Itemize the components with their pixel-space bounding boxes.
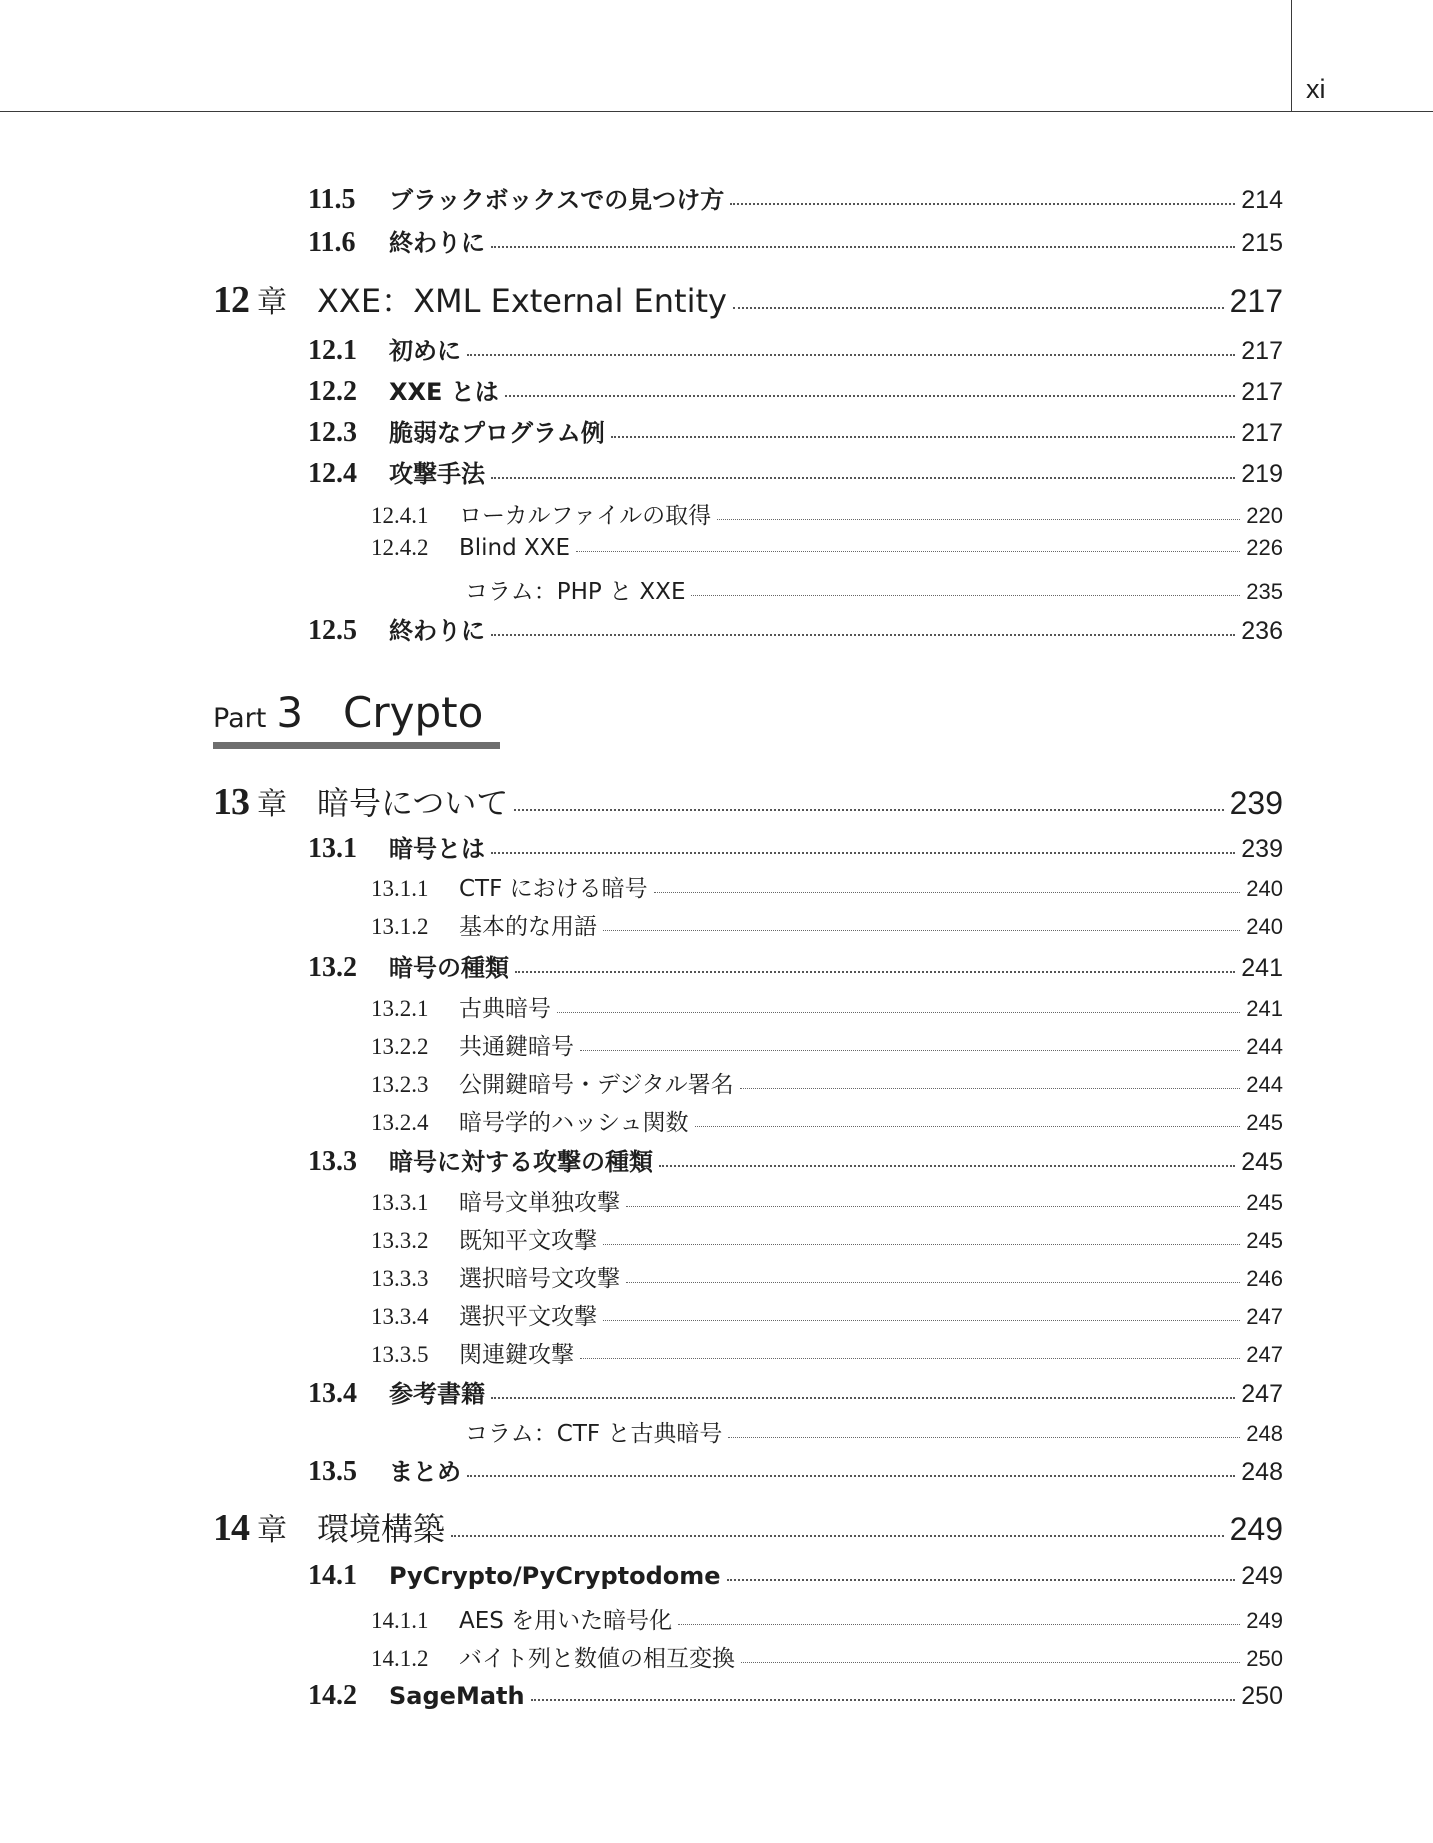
- subsection-title: 共通鍵暗号: [459, 1034, 574, 1060]
- section-title: 暗号とは: [389, 835, 485, 863]
- dot-leader: [717, 519, 1240, 520]
- toc-section[interactable]: [308, 413, 1283, 449]
- section-number: 13.1: [308, 833, 357, 864]
- page-ref: 250: [1246, 1646, 1283, 1671]
- part-number: 3: [276, 688, 304, 737]
- toc-subsection[interactable]: [371, 1066, 1283, 1099]
- subsection-number: 13.1.2: [371, 914, 429, 939]
- toc-subsection[interactable]: [371, 870, 1283, 903]
- dot-leader: [603, 1320, 1240, 1321]
- page-ref: 226: [1246, 535, 1283, 560]
- subsection-title: 既知平文攻撃: [459, 1228, 597, 1254]
- dot-leader: [741, 1662, 1240, 1663]
- page-ref: 250: [1241, 1682, 1283, 1710]
- page-ref: 214: [1241, 186, 1283, 214]
- section-number: 11.5: [308, 184, 356, 215]
- subsection-number: 14.1.2: [371, 1646, 429, 1671]
- toc-section[interactable]: [308, 1452, 1283, 1488]
- subsection-title: AES を用いた暗号化: [459, 1608, 673, 1634]
- page-ref: 245: [1241, 1148, 1283, 1176]
- page-ref: 241: [1241, 954, 1283, 982]
- subsection-title: 基本的な用語: [459, 914, 597, 940]
- section-number: 13.5: [308, 1456, 357, 1487]
- page-ref: 217: [1241, 419, 1283, 447]
- toc-subsection[interactable]: [371, 535, 1283, 561]
- section-number: 14.2: [308, 1680, 357, 1711]
- dot-leader: [603, 1244, 1240, 1245]
- page-ref: 240: [1246, 914, 1283, 939]
- subsection-title: 古典暗号: [459, 996, 551, 1022]
- page-ref: 247: [1241, 1380, 1283, 1408]
- dot-leader: [626, 1282, 1240, 1283]
- subsection-number: 14.1.1: [371, 1608, 429, 1633]
- chapter-title: 環境構築: [317, 1510, 446, 1548]
- dot-leader: [491, 477, 1235, 479]
- toc-subsection[interactable]: [371, 497, 1283, 530]
- dot-leader: [730, 203, 1235, 205]
- dot-leader: [691, 595, 1240, 596]
- page-ref: 245: [1246, 1190, 1283, 1215]
- dot-leader: [491, 1397, 1235, 1399]
- page-ref: 239: [1229, 785, 1283, 821]
- page-ref: 245: [1246, 1110, 1283, 1135]
- toc-chapter[interactable]: [213, 1504, 1283, 1550]
- part-title: Crypto: [343, 688, 484, 737]
- page-ref: 249: [1229, 1511, 1283, 1547]
- dot-leader: [695, 1126, 1241, 1127]
- section-title: 脆弱なプログラム例: [389, 419, 605, 447]
- dot-leader: [740, 1088, 1241, 1089]
- page-ref: 215: [1241, 229, 1283, 257]
- dot-leader: [611, 436, 1236, 438]
- section-title: 参考書籍: [389, 1380, 485, 1408]
- dot-leader: [514, 809, 1223, 811]
- chapter-number: 12: [213, 279, 249, 321]
- chapter-number: 13: [213, 781, 249, 823]
- subsection-title: ローカルファイルの取得: [459, 503, 712, 529]
- page-ref: 245: [1246, 1228, 1283, 1253]
- dot-leader: [626, 1206, 1240, 1207]
- toc-section[interactable]: [308, 1142, 1283, 1178]
- header-rule: [0, 111, 1433, 112]
- dot-leader: [515, 971, 1235, 973]
- subsection-title: Blind XXE: [459, 535, 571, 561]
- toc-section[interactable]: [308, 331, 1283, 367]
- toc-subsection[interactable]: [371, 1184, 1283, 1217]
- subsection-title: CTF における暗号: [459, 876, 648, 902]
- section-title: ブラックボックスでの見つけ方: [389, 186, 725, 214]
- section-number: 12.3: [308, 417, 357, 448]
- dot-leader: [678, 1624, 1240, 1625]
- toc-column[interactable]: [465, 1415, 1283, 1448]
- page-ref: 246: [1246, 1266, 1283, 1291]
- dot-leader: [467, 354, 1235, 356]
- subsection-title: 選択暗号文攻撃: [459, 1266, 620, 1292]
- part-underline: [213, 742, 500, 749]
- subsection-title: バイト列と数値の相互変換: [459, 1646, 735, 1672]
- toc-section[interactable]: [308, 454, 1283, 490]
- section-title: SageMath: [389, 1682, 525, 1710]
- subsection-number: 13.3.4: [371, 1304, 429, 1329]
- section-title: 終わりに: [389, 229, 485, 257]
- dot-leader: [505, 395, 1236, 397]
- dot-leader: [659, 1165, 1235, 1167]
- dot-leader: [728, 1437, 1240, 1438]
- page-ref: 240: [1246, 876, 1283, 901]
- chapter-suffix: 章: [257, 285, 287, 320]
- chapter-title: XXE：XML External Entity: [317, 282, 727, 320]
- chapter-title: 暗号について: [317, 784, 509, 822]
- subsection-number: 13.2.3: [371, 1072, 429, 1097]
- subsection-number: 13.2.1: [371, 996, 429, 1021]
- page-ref: 235: [1246, 579, 1283, 604]
- section-number: 13.3: [308, 1146, 357, 1177]
- section-number: 12.1: [308, 335, 357, 366]
- section-title: 暗号に対する攻撃の種類: [389, 1148, 653, 1176]
- page-ref: 239: [1241, 835, 1283, 863]
- toc-section[interactable]: [308, 223, 1283, 259]
- page-ref: 219: [1241, 460, 1283, 488]
- section-title: PyCrypto/PyCryptodome: [389, 1562, 721, 1590]
- subsection-number: 13.1.1: [371, 876, 429, 901]
- dot-leader: [580, 1050, 1240, 1051]
- subsection-number: 13.3.5: [371, 1342, 429, 1367]
- column-title: コラム：PHP と XXE: [465, 579, 686, 605]
- toc-section[interactable]: [308, 829, 1283, 865]
- section-title: 終わりに: [389, 617, 485, 645]
- subsection-number: 13.2.4: [371, 1110, 429, 1135]
- section-title: XXE とは: [389, 378, 499, 406]
- toc-subsection[interactable]: [371, 1640, 1283, 1673]
- section-title: まとめ: [389, 1458, 461, 1486]
- toc-subsection[interactable]: [371, 1028, 1283, 1061]
- dot-leader: [491, 246, 1235, 248]
- dot-leader: [467, 1475, 1235, 1477]
- subsection-number: 12.4.2: [371, 535, 429, 560]
- dot-leader: [531, 1699, 1236, 1701]
- section-number: 13.4: [308, 1378, 357, 1409]
- toc-column[interactable]: [465, 573, 1283, 606]
- toc-section[interactable]: [308, 1560, 1283, 1592]
- dot-leader: [576, 551, 1240, 552]
- toc-subsection[interactable]: [371, 1336, 1283, 1369]
- toc-subsection[interactable]: [371, 908, 1283, 941]
- subsection-title: 暗号学的ハッシュ関数: [459, 1110, 689, 1136]
- page-ref: 236: [1241, 617, 1283, 645]
- dot-leader: [654, 892, 1241, 893]
- toc-subsection[interactable]: [371, 1602, 1283, 1635]
- section-title: 初めに: [389, 337, 461, 365]
- page-ref: 247: [1246, 1342, 1283, 1367]
- toc-subsection[interactable]: [371, 1298, 1283, 1331]
- subsection-number: 13.3.3: [371, 1266, 429, 1291]
- toc-chapter[interactable]: [213, 778, 1283, 824]
- toc-subsection[interactable]: [371, 1222, 1283, 1255]
- chapter-suffix: 章: [257, 1513, 287, 1548]
- page-ref: 244: [1246, 1034, 1283, 1059]
- column-title: コラム：CTF と古典暗号: [465, 1421, 723, 1447]
- chapter-number: 14: [213, 1507, 249, 1549]
- page-ref: 217: [1241, 378, 1283, 406]
- subsection-number: 13.3.2: [371, 1228, 429, 1253]
- toc-section[interactable]: [308, 180, 1283, 216]
- page-ref: 244: [1246, 1072, 1283, 1097]
- page-ref: 247: [1246, 1304, 1283, 1329]
- dot-leader: [603, 930, 1240, 931]
- section-number: 12.2: [308, 376, 357, 407]
- dot-leader: [491, 852, 1235, 854]
- page-ref: 248: [1246, 1421, 1283, 1446]
- subsection-number: 13.2.2: [371, 1034, 429, 1059]
- header-vertical-rule: [1291, 0, 1292, 112]
- toc-section[interactable]: [308, 1374, 1283, 1410]
- dot-leader: [557, 1012, 1240, 1013]
- section-number: 12.4: [308, 458, 357, 489]
- page-ref: 241: [1246, 996, 1283, 1021]
- subsection-title: 関連鍵攻撃: [459, 1342, 574, 1368]
- page-ref: 248: [1241, 1458, 1283, 1486]
- section-title: 暗号の種類: [389, 954, 509, 982]
- page-ref: 249: [1241, 1562, 1283, 1590]
- subsection-number: 12.4.1: [371, 503, 429, 528]
- subsection-title: 公開鍵暗号・デジタル署名: [459, 1072, 734, 1098]
- page-ref: 220: [1246, 503, 1283, 528]
- dot-leader: [491, 634, 1235, 636]
- dot-leader: [727, 1579, 1236, 1581]
- section-number: 14.1: [308, 1560, 357, 1591]
- subsection-number: 13.3.1: [371, 1190, 429, 1215]
- toc-chapter[interactable]: [213, 276, 1283, 322]
- toc-subsection[interactable]: [371, 1260, 1283, 1293]
- toc-subsection[interactable]: [371, 990, 1283, 1023]
- toc-subsection[interactable]: [371, 1104, 1283, 1137]
- section-number: 13.2: [308, 952, 357, 983]
- part-heading: [213, 688, 483, 737]
- part-label: Part: [213, 703, 267, 734]
- page-ref: 217: [1241, 337, 1283, 365]
- toc-section[interactable]: [308, 611, 1283, 647]
- section-number: 11.6: [308, 227, 356, 258]
- toc-section[interactable]: [308, 372, 1283, 408]
- page-number: xi: [1306, 74, 1326, 104]
- section-number: 12.5: [308, 615, 357, 646]
- dot-leader: [451, 1535, 1224, 1537]
- page-ref: 249: [1246, 1608, 1283, 1633]
- dot-leader: [733, 307, 1224, 309]
- subsection-title: 暗号文単独攻撃: [459, 1190, 620, 1216]
- subsection-title: 選択平文攻撃: [459, 1304, 597, 1330]
- section-title: 攻撃手法: [389, 460, 485, 488]
- page-ref: 217: [1229, 283, 1283, 319]
- toc-section[interactable]: [308, 1680, 1283, 1712]
- chapter-suffix: 章: [257, 787, 287, 822]
- dot-leader: [580, 1358, 1240, 1359]
- toc-section[interactable]: [308, 948, 1283, 984]
